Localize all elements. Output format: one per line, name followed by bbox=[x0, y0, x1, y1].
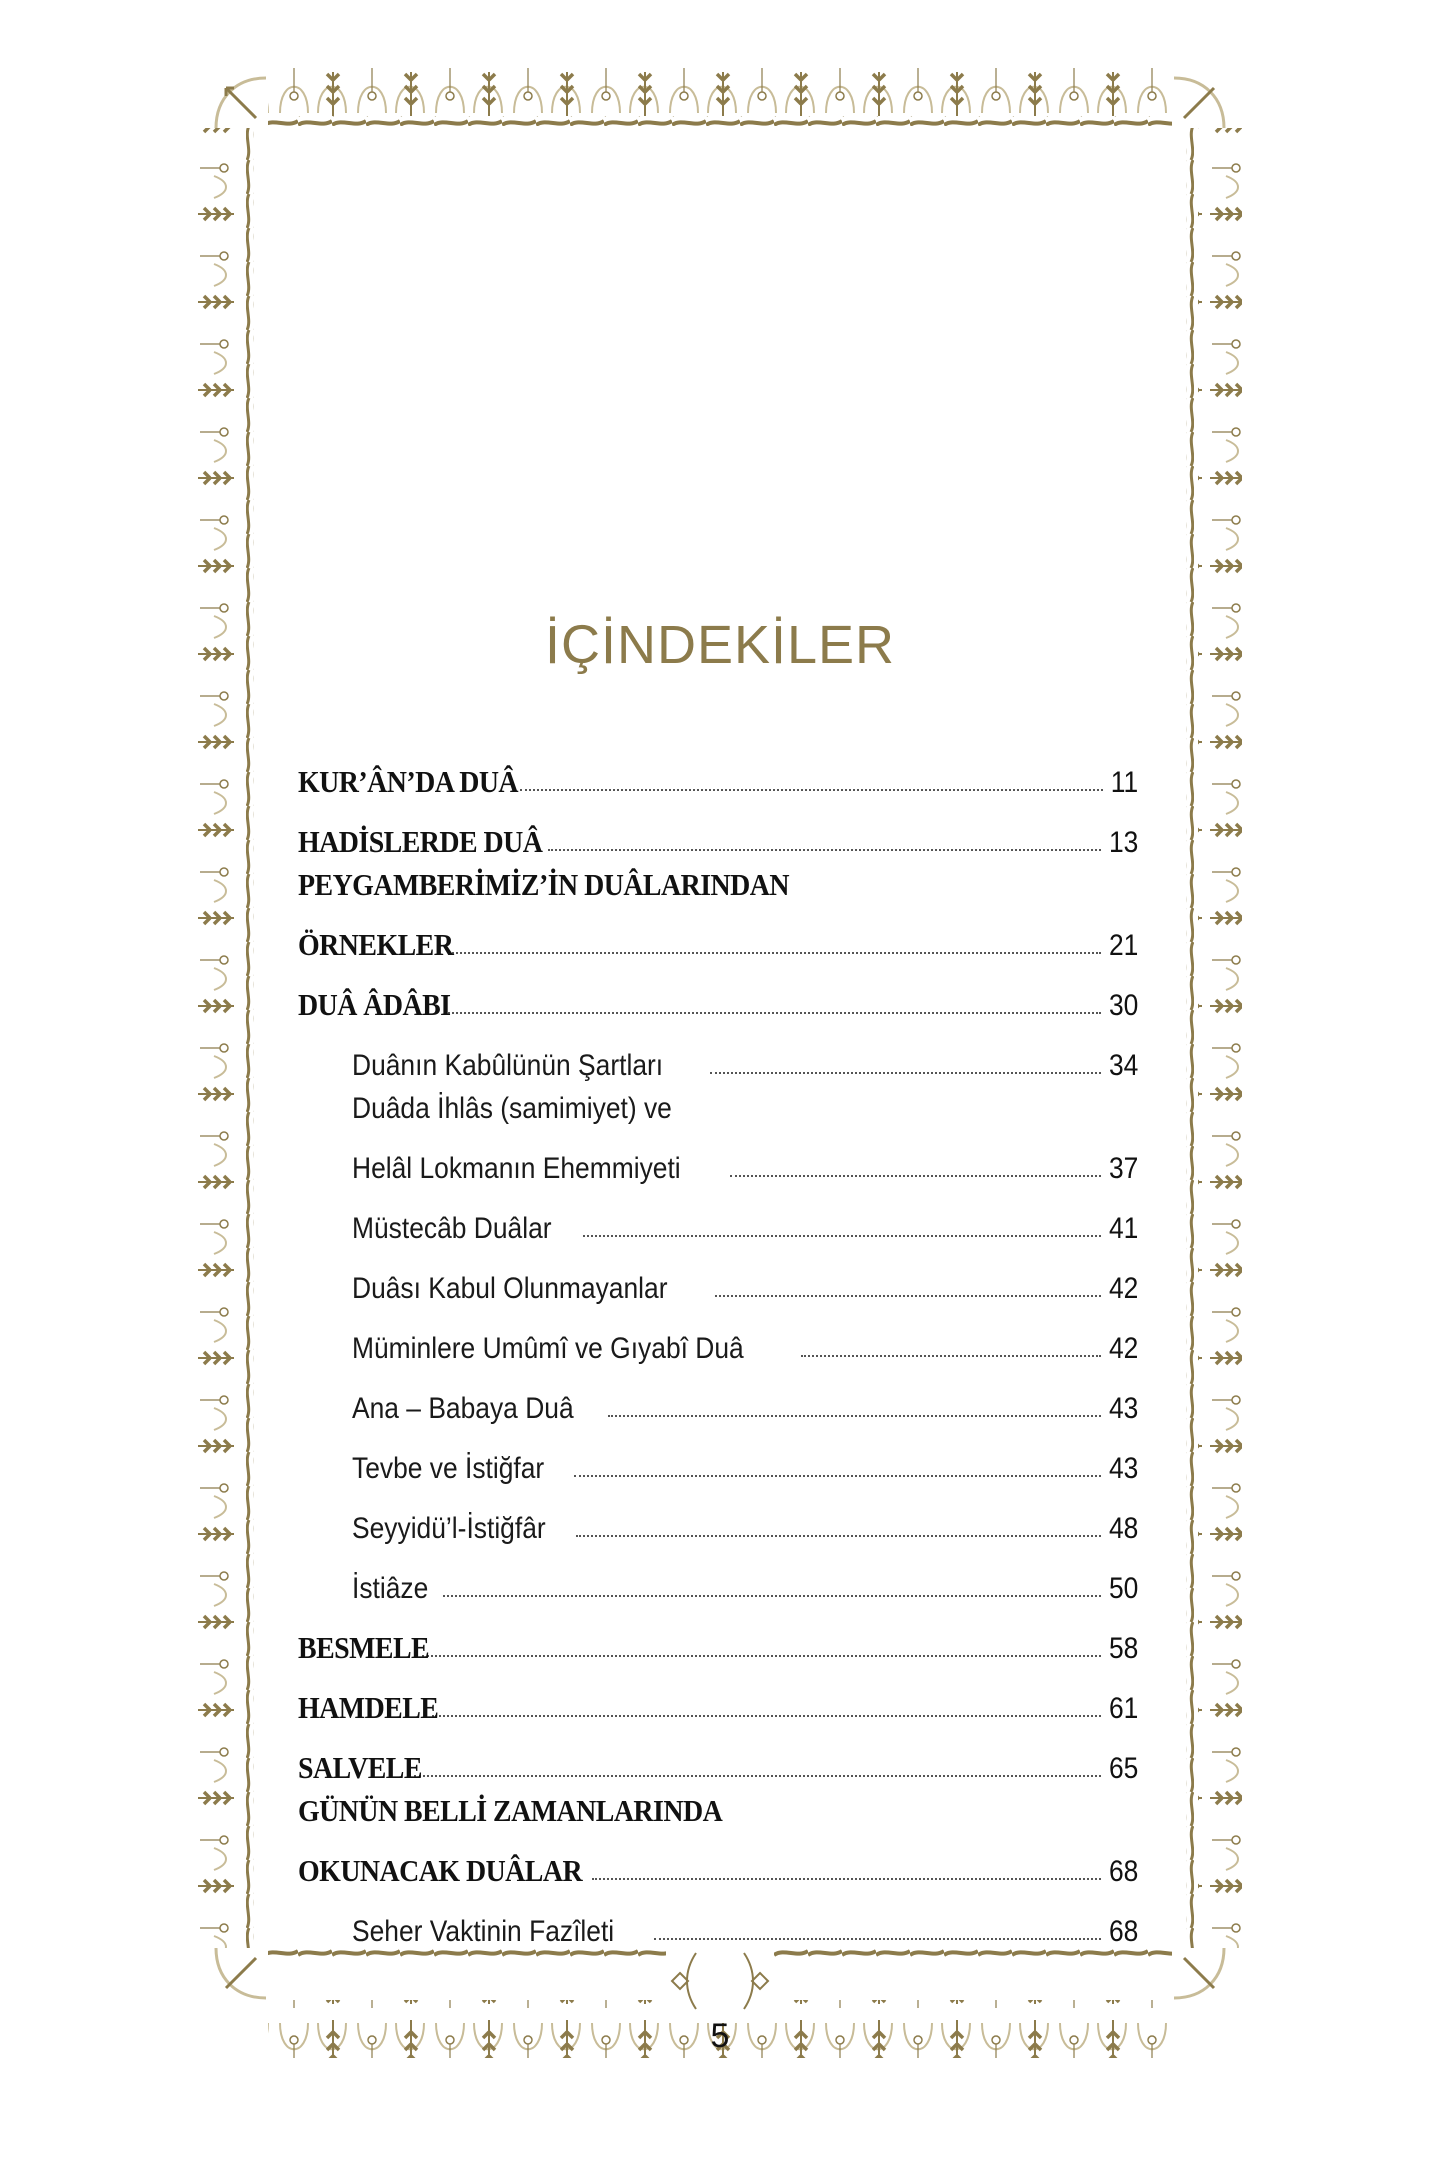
dot-leader bbox=[654, 1938, 1101, 1940]
toc-entry-page: 61 bbox=[1108, 1692, 1138, 1725]
toc-entry[interactable] bbox=[298, 1666, 1138, 1726]
dot-leader bbox=[432, 1715, 1101, 1717]
toc-entry-label: Ana – Babaya Duâ bbox=[352, 1392, 574, 1425]
toc-entry-page: 42 bbox=[1108, 1272, 1138, 1305]
toc-entry-label: ÖRNEKLER bbox=[298, 927, 454, 962]
dot-leader bbox=[449, 952, 1101, 954]
toc-entry[interactable] bbox=[298, 1023, 1138, 1083]
toc-entry[interactable] bbox=[298, 1083, 1138, 1186]
toc-entry-label: SALVELE bbox=[298, 1750, 422, 1785]
toc-entry-page: 68 bbox=[1108, 1915, 1138, 1948]
toc-entry-label: Müstecâb Duâlar bbox=[352, 1212, 552, 1245]
toc-entry-label: HADİSLERDE DUÂ bbox=[298, 824, 543, 859]
toc-entry-label: Seyyidü’l-İstiğfâr bbox=[352, 1512, 546, 1545]
toc-entry-page: 50 bbox=[1108, 1572, 1138, 1605]
toc-entry[interactable] bbox=[298, 963, 1138, 1023]
toc-entry[interactable] bbox=[298, 1306, 1138, 1366]
toc-entry-page: 34 bbox=[1108, 1049, 1138, 1082]
toc-entry-label: Seher Vaktinin Fazîleti bbox=[352, 1915, 615, 1948]
toc-entry[interactable] bbox=[298, 1186, 1138, 1246]
toc-entry-label: Duânın Kabûlünün Şartları bbox=[352, 1049, 664, 1082]
toc-entry[interactable] bbox=[298, 740, 1138, 800]
dot-leader bbox=[608, 1415, 1101, 1417]
dot-leader bbox=[715, 1295, 1101, 1297]
toc-entry-label: Tevbe ve İstiğfar bbox=[352, 1452, 545, 1485]
dot-leader bbox=[801, 1355, 1100, 1357]
rosette-icon bbox=[734, 1951, 774, 2011]
page-title: İÇİNDEKİLER bbox=[544, 615, 896, 676]
toc-entry[interactable] bbox=[298, 800, 1138, 860]
toc-entry-page: 43 bbox=[1108, 1452, 1138, 1485]
toc-entry-page: 41 bbox=[1108, 1212, 1138, 1245]
dot-leader bbox=[710, 1072, 1101, 1074]
toc-entry-page: 48 bbox=[1108, 1512, 1138, 1545]
toc-entry-page: 11 bbox=[1110, 766, 1138, 799]
toc-entry[interactable] bbox=[298, 1889, 1138, 1949]
toc-entry[interactable] bbox=[298, 1366, 1138, 1426]
dot-leader bbox=[574, 1475, 1100, 1477]
toc-entry[interactable] bbox=[298, 1606, 1138, 1666]
toc-entry-label: Helâl Lokmanın Ehemmiyeti bbox=[352, 1152, 681, 1185]
toc-entry-page: 21 bbox=[1108, 929, 1138, 962]
toc-entry-page: 30 bbox=[1108, 989, 1138, 1022]
toc-entry[interactable] bbox=[298, 1486, 1138, 1546]
toc-entry-label: BESMELE bbox=[298, 1630, 430, 1665]
toc-entry-label-line1: GÜNÜN BELLİ ZAMANLARINDA bbox=[298, 1793, 723, 1828]
toc-entry[interactable] bbox=[298, 1786, 1138, 1889]
toc-entry-page: 42 bbox=[1108, 1332, 1138, 1365]
toc-entry[interactable] bbox=[298, 1246, 1138, 1306]
toc-entry[interactable] bbox=[298, 1726, 1138, 1786]
dot-leader bbox=[422, 1655, 1101, 1657]
toc-entry-label: DUÂ ÂDÂBI bbox=[298, 987, 451, 1022]
toc-entry[interactable] bbox=[298, 860, 1138, 963]
toc-entry-page: 43 bbox=[1108, 1392, 1138, 1425]
toc-entry-page: 58 bbox=[1108, 1632, 1138, 1665]
toc-entry-page: 65 bbox=[1108, 1752, 1138, 1785]
rosette-icon bbox=[666, 1951, 706, 2011]
toc-entry-label: İstiâze bbox=[352, 1572, 429, 1605]
dot-leader bbox=[520, 789, 1102, 791]
dot-leader bbox=[445, 1012, 1100, 1014]
toc-entry-page: 68 bbox=[1108, 1855, 1138, 1888]
toc-entry[interactable] bbox=[298, 1426, 1138, 1486]
dot-leader bbox=[414, 1775, 1101, 1777]
toc-entry-label: Duâsı Kabul Olunmayanlar bbox=[352, 1272, 668, 1305]
toc-entry[interactable] bbox=[298, 1546, 1138, 1606]
table-of-contents bbox=[298, 740, 1138, 1949]
dot-leader bbox=[592, 1878, 1101, 1880]
toc-entry-label-line1: Duâda İhlâs (samimiyet) ve bbox=[352, 1092, 672, 1125]
toc-entry-page: 13 bbox=[1108, 826, 1138, 859]
toc-entry-label: KUR’ÂN’DA DUÂ bbox=[298, 764, 519, 799]
toc-entry-label: Müminlere Umûmî ve Gıyabî Duâ bbox=[352, 1332, 744, 1365]
toc-entry-page: 37 bbox=[1108, 1152, 1138, 1185]
page-number: 5 bbox=[710, 2017, 730, 2055]
dot-leader bbox=[583, 1235, 1101, 1237]
dot-leader bbox=[730, 1175, 1101, 1177]
toc-entry-label: HAMDELE bbox=[298, 1690, 439, 1725]
dot-leader bbox=[576, 1535, 1101, 1537]
dot-leader bbox=[548, 849, 1101, 851]
toc-entry-label-line1: PEYGAMBERİMİZ’İN DUÂLARINDAN bbox=[298, 867, 789, 902]
dot-leader bbox=[443, 1595, 1101, 1597]
toc-entry-label: OKUNACAK DUÂLAR bbox=[298, 1853, 583, 1888]
